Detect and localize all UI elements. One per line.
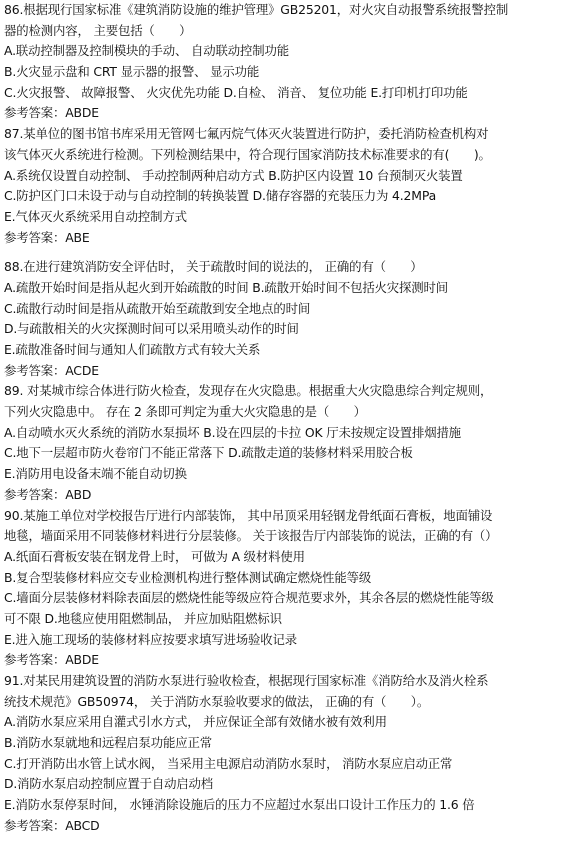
option-line: C.地下一层超市防火卷帘门不能正常落下 D.疏散走道的装修材料采用胶合板 [4, 445, 413, 461]
reference-answer: 参考答案：ABD [4, 486, 92, 502]
option-line: D.消防水泵启动控制应置于自动启动档 [4, 776, 214, 792]
question-stem-line: 88.在进行建筑消防安全评估时， 关于疏散时间的说法的， 正确的有（ ） [4, 259, 423, 275]
option-line: E.消防用电设备末端不能自动切换 [4, 466, 187, 482]
question-stem-line: 地毯，墙面采用不同装修材料进行分层装修。 关于该报告厅内部装饰的说法，正确的有（） [4, 528, 498, 544]
option-line: B.复合型装修材料应交专业检测机构进行整体测试确定燃烧性能等级 [4, 569, 372, 585]
question-stem-line: 该气体灭火系统进行检测。下列检测结果中，符合现行国家消防技术标准要求的有( )。 [4, 146, 491, 162]
reference-answer: 参考答案：ABDE [4, 652, 99, 668]
option-line: E.疏散准备时间与通知人们疏散方式有较大关系 [4, 342, 261, 357]
question-stem-line: 器的检测内容， 主要包括（ ） [4, 22, 192, 38]
reference-answer: 参考答案：ABDE [4, 105, 99, 121]
question-90 [4, 506, 570, 672]
option-line: A.联动控制器及控制模块的手动、 自动联动控制功能 [4, 43, 289, 59]
question-stem-line: 89. 对某城市综合体进行防火检查，发现存在火灾隐患。根据重大火灾隐患综合判定规则， [4, 383, 493, 399]
question-stem-line: 90.某施工单位对学校报告厅进行内部装饰， 其中吊顶采用轻钢龙骨纸面石膏板，地面铺设 [4, 507, 493, 523]
question-86 [4, 0, 570, 124]
reference-answer: 参考答案：ABCD [4, 817, 100, 833]
option-line: C.火灾报警、 故障报警、 火灾优先功能 D.自检、 消音、 复位功能 E.打印机打印功能 [4, 84, 468, 100]
option-line: A.系统仅设置自动控制、 手动控制两种启动方式 B.防护区内设置 10 台预制灭火装置 [4, 167, 463, 183]
option-line: C.防护区门口未设于动与自动控制的转换装置 D.储存容器的充装压力为 4.2MPa [4, 188, 437, 204]
spacer [4, 248, 570, 257]
question-89 [4, 381, 570, 505]
question-91 [4, 671, 570, 837]
option-line: C.疏散行动时间是指从疏散开始至疏散到安全地点的时间 [4, 300, 311, 316]
option-line: C.墙面分层装修材料除表面层的燃烧性能等级应符合规范要求外，其余各层的燃烧性能等级 [4, 590, 494, 606]
option-line: A.疏散开始时间是指从起火到开始疏散的时间 B.疏散开始时间不包括火灾探测时间 [4, 279, 449, 295]
option-line: 可不限 D.地毯应使用阻燃制品， 并应加贴阻燃标识 [4, 610, 282, 626]
option-line: A.纸面石膏板安装在钢龙骨上时， 可做为 A 级材料使用 [4, 548, 305, 564]
option-line: C.打开消防出水管上试水阀， 当采用主电源启动消防水泵时， 消防水泵应启动正常 [4, 755, 453, 771]
question-stem-line: 86.根据现行国家标准《建筑消防设施的维护管理》GB25201，对火灾自动报警系统报警控制 [4, 2, 509, 17]
question-stem-line: 下列火灾隐患中。 存在 2 条即可判定为重大火灾隐患的是（ ） [4, 404, 366, 420]
option-line: B.火灾显示盘和 CRT 显示器的报警、 显示功能 [4, 64, 260, 80]
option-line: A.消防水泵应采用自灌式引水方式， 并应保证全部有效储水被有效利用 [4, 714, 387, 730]
question-stem-line: 91.对某民用建筑设置的消防水泵进行验收检查，根据现行国家标准《消防给水及消火栓系 [4, 673, 489, 688]
option-line: E.进入施工现场的装修材料应按要求填写进场验收记录 [4, 631, 298, 647]
option-line: B.消防水泵就地和远程启泵功能应正常 [4, 735, 212, 751]
option-line: D.与疏散相关的火灾探测时间可以采用喷头动作的时间 [4, 321, 299, 337]
question-88 [4, 257, 570, 381]
reference-answer: 参考答案：ABE [4, 229, 90, 245]
question-87 [4, 124, 570, 248]
question-stem-line: 87.某单位的图书馆书库采用无管网七氟丙烷气体灭火装置进行防护，委托消防检查机构对 [4, 126, 489, 142]
reference-answer: 参考答案：ACDE [4, 362, 99, 378]
option-line: E.气体灭火系统采用自动控制方式 [4, 208, 187, 224]
option-line: E.消防水泵停泵时间， 水锤消除设施后的压力不应超过水泵出口设计工作压力的 1.6 倍 [4, 797, 475, 813]
option-line: A.自动喷水灭火系统的消防水泵损坏 B.设在四层的卡拉 OK 厅未按规定设置排烟措施 [4, 424, 461, 440]
question-stem-line: 统技术规范》GB50974， 关于消防水泵验收要求的做法， 正确的有（ ）。 [4, 693, 430, 709]
